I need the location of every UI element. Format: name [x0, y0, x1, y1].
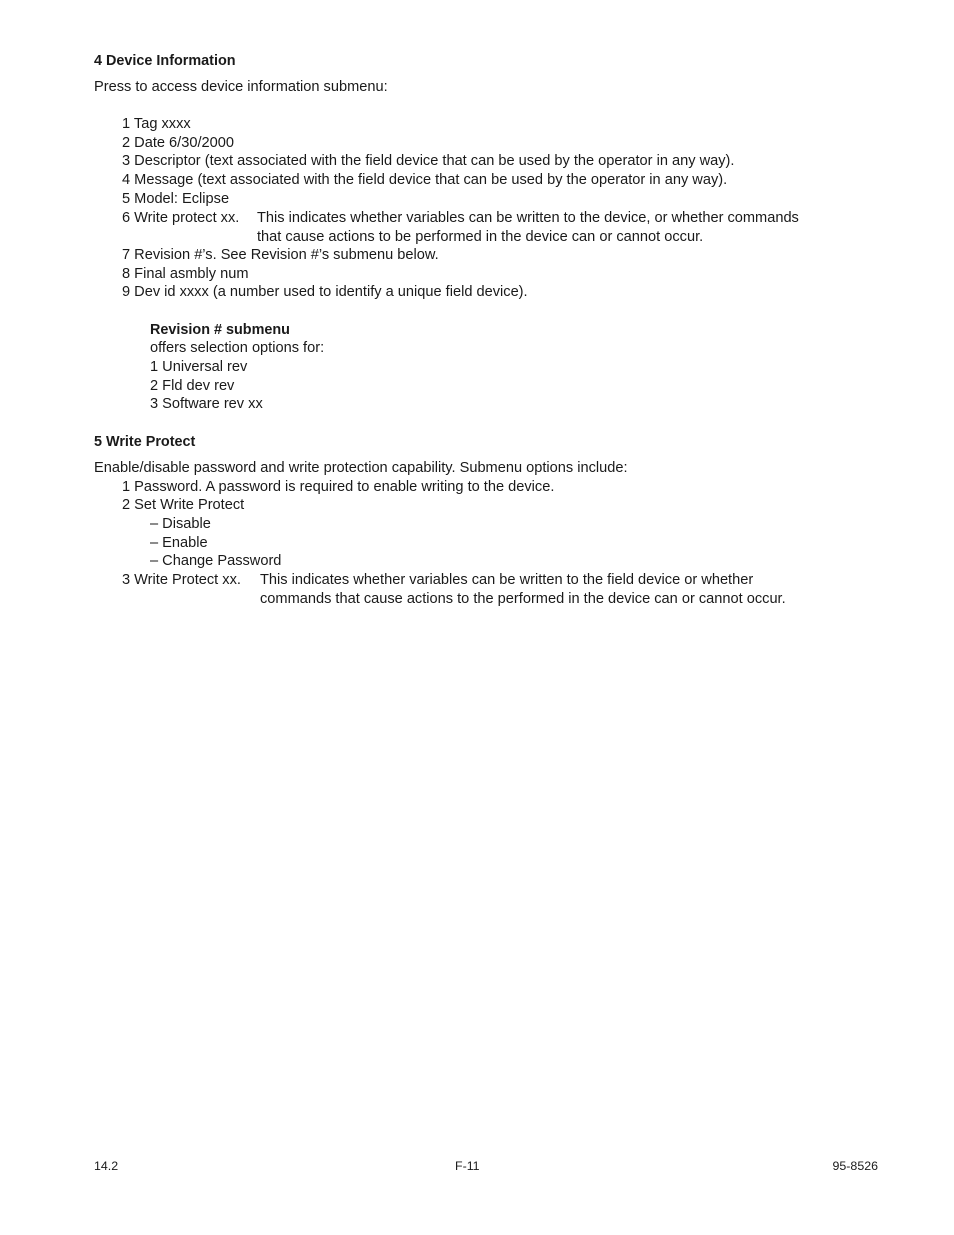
list-item: – Disable	[150, 516, 211, 532]
write-protect-item-label: 6 Write protect xx.	[122, 210, 240, 226]
device-information-intro: Press to access device information submenu:	[94, 79, 388, 95]
footer-document-number: 95-8526	[832, 1159, 878, 1173]
list-item: 7 Revision #’s. See Revision #’s submenu below.	[122, 247, 439, 263]
password-list-item: 1 Password. A password is required to enable writing to the device.	[122, 479, 555, 495]
write-protect-intro: Enable/disable password and write protection capability. Submenu options include:	[94, 460, 628, 476]
set-write-protect-sublist	[150, 515, 281, 571]
list-item: 9 Dev id xxxx (a number used to identify a unique field device).	[122, 284, 528, 301]
list-item: 3 Software rev xx	[150, 396, 263, 413]
list-item: 2 Fld dev rev	[150, 377, 235, 394]
list-item: 2 Date 6/30/2000	[122, 134, 234, 151]
write-protect-status-line1: This indicates whether variables can be written to the field device or whether	[260, 572, 754, 588]
list-item: 4 Message (text associated with the field device that can be used by the operator in any way).	[122, 172, 728, 189]
revision-submenu-intro: offers selection options for:	[150, 340, 325, 356]
list-item: 1 Universal rev	[150, 359, 248, 375]
write-protect-list-item	[122, 209, 799, 245]
device-information-list	[122, 115, 734, 208]
write-protect-item-line1: This indicates whether variables can be written to the device, or whether commands	[257, 210, 799, 226]
footer-revision: 14.2	[94, 1159, 119, 1173]
write-protect-status-list-item	[122, 571, 786, 607]
list-item: 5 Model: Eclipse	[122, 190, 230, 207]
list-item: 8 Final asmbly num	[122, 265, 249, 282]
list-item: 1 Tag xxxx	[122, 116, 191, 132]
write-protect-status-line2: commands that cause actions to the performed in the device can or cannot occur.	[260, 590, 786, 607]
list-item: 3 Descriptor (text associated with the field device that can be used by the operator in any way).	[122, 153, 735, 170]
footer-page-number: F-11	[455, 1159, 480, 1173]
set-write-protect-list-item: 2 Set Write Protect	[122, 497, 245, 513]
section-heading-device-information: 4 Device Information	[94, 53, 236, 69]
subsection-heading-revision-submenu: Revision # submenu	[150, 322, 290, 338]
section-heading-write-protect: 5 Write Protect	[94, 434, 196, 450]
revision-submenu-list	[150, 358, 263, 414]
device-information-list-continued	[122, 246, 528, 302]
write-protect-status-label: 3 Write Protect xx.	[122, 572, 241, 588]
write-protect-item-line2: that cause actions to be performed in the device can or cannot occur.	[257, 228, 704, 245]
list-item: – Change Password	[150, 553, 282, 570]
list-item: – Enable	[150, 534, 208, 551]
